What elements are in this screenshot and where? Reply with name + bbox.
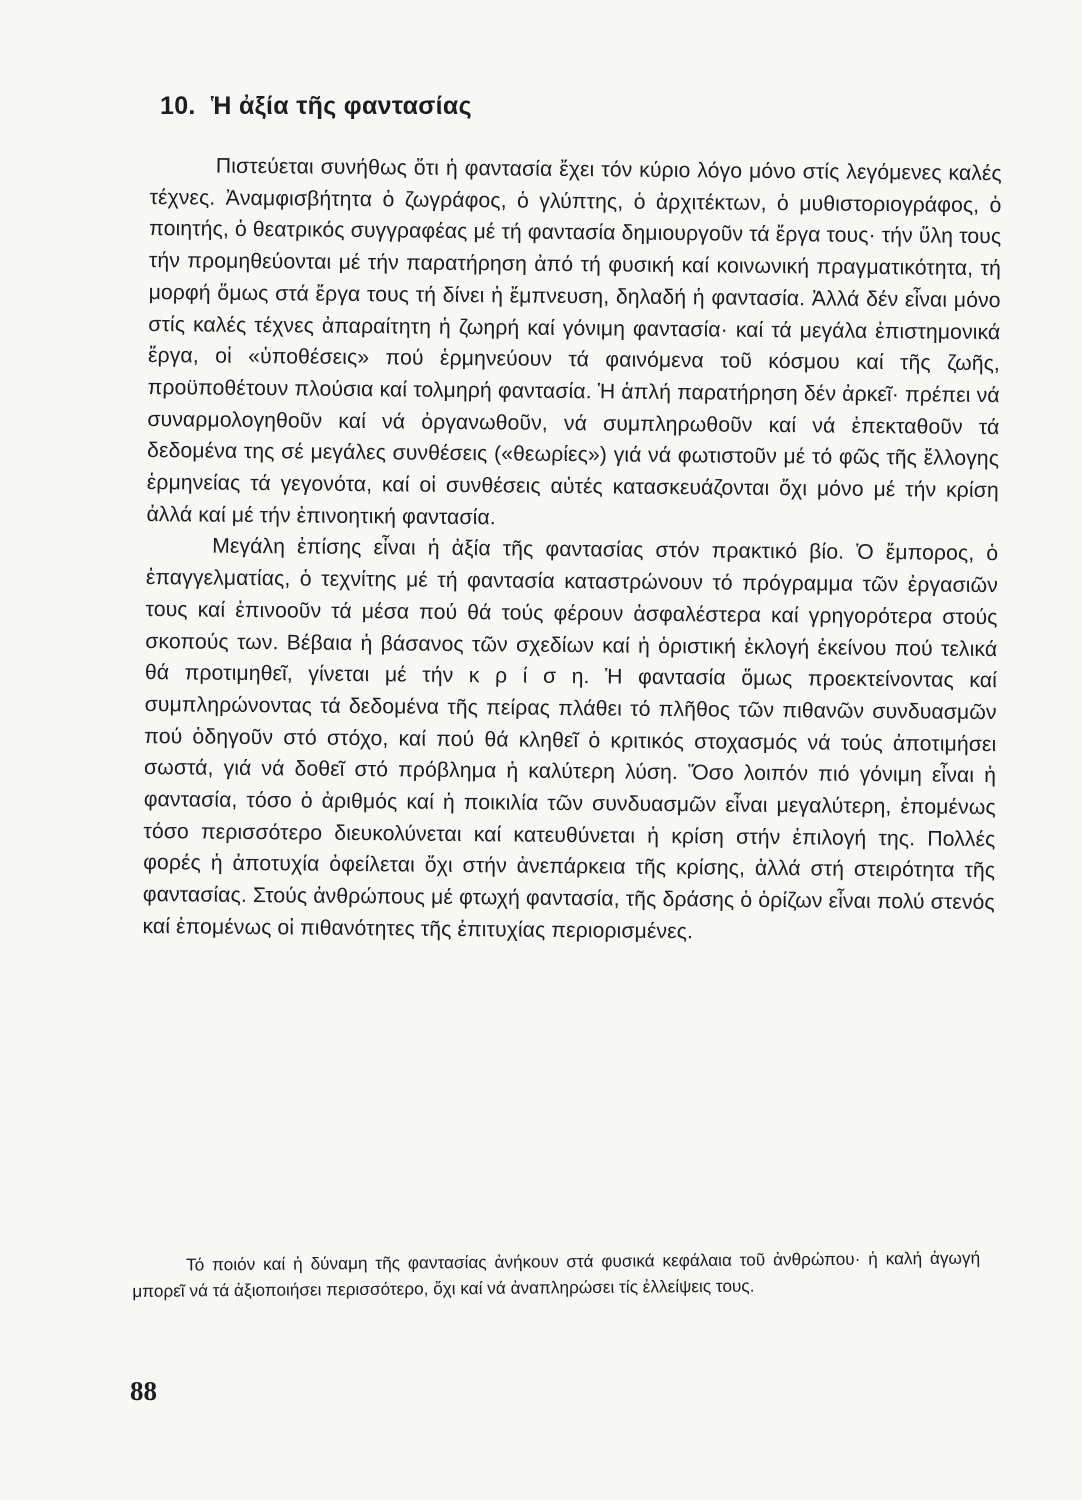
section-title: Ἡ ἀξία τῆς φαντασίας	[210, 92, 472, 120]
summary-note: Τό ποιόν καί ἡ δύναμη τῆς φαντασίας ἀνήκουν στά φυσικά κεφάλαια τοῦ ἀνθρώπου· ἡ καλή ἀγωγή μπορεῖ νά τά ἀξιοποιήσει περισσότερο, ὄχι καί νά ἀναπληρώσει τίς ἐλλείψεις τους.	[132, 1247, 981, 1301]
section-number: 10.	[160, 92, 196, 120]
paragraph: Μεγάλη ἐπίσης εἶναι ἡ ἀξία τῆς φαντασίας στόν πρακτικό βίο. Ὁ ἔμπορος, ὁ ἐπαγγελματίας, ὁ τεχνίτης μέ τή φαντασία καταστρώνουν τό πρόγραμμα τῶν ἐργασιῶν τους καί ἐπινοοῦν τά μέσα πού θά τούς φέρουν ἀσφαλέστερα καί γρηγορότερα στούς σκοπούς των. Βέβαια ἡ βάσανος τῶν σχεδίων καί ἡ ὁριστική ἐκλογή ἐκείνου πού τελικά θά προτιμηθεῖ, γίνεται μέ τήν κ ρ ί σ η. Ἡ φαντασία ὅμως προεκτείνοντας καί συμπληρώνοντας τά δεδομένα τῆς πείρας πλάθει τό πλῆθος τῶν πιθανῶν συνδυασμῶν πού ὁδηγοῦν στό στόχο, καί πού θά κληθεῖ ὁ κριτικός στοχασμός νά τούς ἀποτιμήσει σωστά, γιά νά δοθεῖ στό πρόβλημα ἡ καλύτερη λύση. Ὅσο λοιπόν πιό γόνιμη εἶναι ἡ φαντασία, τόσο ὁ ἀριθμός καί ἡ ποικιλία τῶν συνδυασμῶν εἶναι μεγαλύτερη, ἐπομένως τόσο περισσότερο διευκολύνεται καί κατευθύνεται ἡ κρίση στήν ἐπιλογή της. Πολλές φορές ἡ ἀποτυχία ὀφείλεται ὄχι στήν ἀνεπάρκεια τῆς κρίσης, ἀλλά στή στειρότητα τῆς φαντασίας. Στούς ἀνθρώπους μέ φτωχή φαντασία, τῆς δράσης ὁ ὁρίζων εἶναι πολύ στενός καί ἐπομένως οἱ πιθανότητες τῆς ἐπιτυχίας περιορισμένες.	[142, 535, 999, 944]
page-number: 88	[130, 1376, 157, 1406]
paragraph: Πιστεύεται συνήθως ὅτι ἡ φαντασία ἔχει τόν κύριο λόγο μόνο στίς λεγόμενες καλές τέχνες. Ἀναμφισβήτητα ὁ ζωγράφος, ὁ γλύπτης, ὁ ἀρχιτέκτων, ὁ μυθιστοριογράφος, ὁ ποιητής, ὁ θεατρικός συγγραφέας μέ τή φαντασία δημιουργοῦν τά ἔργα τους· τήν ὕλη τους τήν προμηθεύονται μέ τήν παρατήρηση ἀπό τή φυσική καί κοινωνική πραγματικότητα, τή μορφή ὅμως στά ἔργα τους τή δίνει ἡ ἔμπνευση, δηλαδή ἡ φαντασία. Ἀλλά δέν εἶναι μόνο στίς καλές τέχνες ἀπαραίτητη ἡ ζωηρή καί γόνιμη φαντασία· καί τά μεγάλα ἐπιστημονικά ἔργα, οἱ «ὑποθέσεις» πού ἑρμηνεύουν τά φαινόμενα τοῦ κόσμου καί τῆς ζωῆς, προϋποθέτουν πλούσια καί τολμηρή φαντασία. Ἡ ἁπλή παρατήρηση δέν ἀρκεῖ· πρέπει νά συναρμολογηθοῦν καί νά ὀργανωθοῦν, νά συμπληρωθοῦν καί νά ἐπεκταθοῦν τά δεδομένα της σέ μεγάλες συνθέσεις («θεωρίες») γιά νά φωτιστοῦν μέ τό φῶς τῆς ἔλλογης ἑρμηνείας τά γεγονότα, καί οἱ συνθέσεις αὐτές κατασκευάζονται ὄχι μόνο μέ τήν κρίση ἀλλά καί μέ τήν ἐπινοητική φαντασία.	[146, 154, 1002, 530]
body-text	[142, 150, 1002, 951]
section-heading	[160, 92, 472, 121]
